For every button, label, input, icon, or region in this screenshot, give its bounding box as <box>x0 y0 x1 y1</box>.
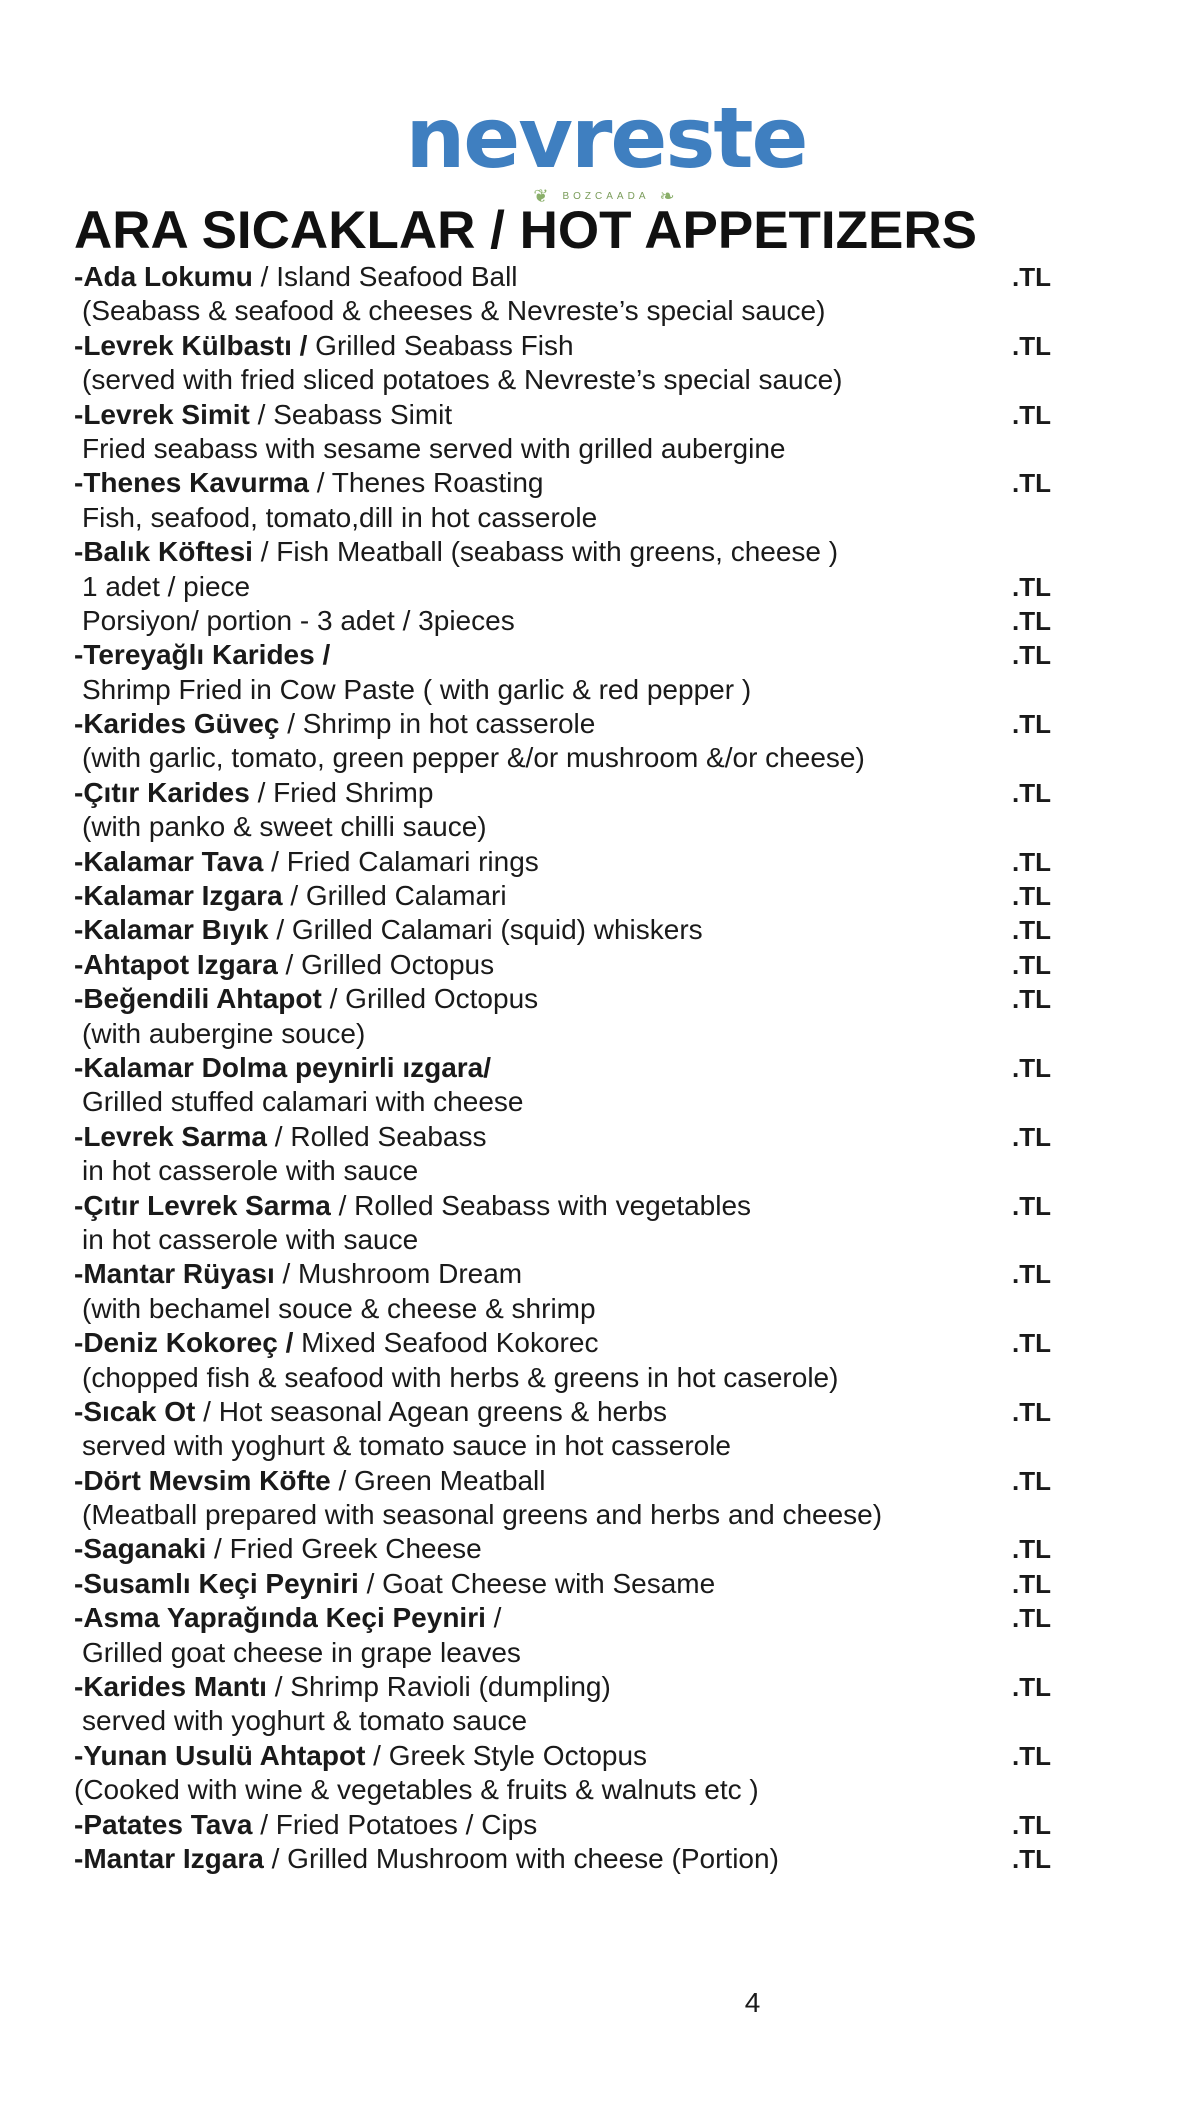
item-price: .TL <box>1012 262 1051 292</box>
menu-item-detail <box>0 501 1200 535</box>
item-name: -Kalamar Dolma peynirli ızgara/ <box>74 1051 492 1083</box>
menu-line-text <box>74 1326 598 1360</box>
menu-item-detail <box>0 673 1200 707</box>
menu-line-text <box>82 673 751 707</box>
item-translation: / Grilled Calamari <box>282 880 507 912</box>
item-description: Porsiyon/ portion - 3 adet / 3pieces <box>82 604 515 636</box>
menu-item-detail <box>0 1085 1200 1119</box>
menu-line-text <box>74 707 595 741</box>
item-name: -Beğendili Ahtapot <box>74 983 322 1015</box>
item-translation: / Shrimp in hot casserole <box>279 708 596 740</box>
restaurant-logo <box>0 89 1200 207</box>
menu-item-detail <box>0 1704 1200 1738</box>
item-description: Grilled goat cheese in grape leaves <box>82 1636 521 1668</box>
section-heading: ARA SICAKLAR / HOT APPETIZERS <box>74 201 977 260</box>
menu-item <box>0 776 1200 810</box>
menu-line-text <box>74 398 452 432</box>
item-name: -Deniz Kokoreç / <box>74 1327 294 1359</box>
item-translation: / Thenes Roasting <box>308 467 544 499</box>
item-description: in hot casserole with sauce <box>82 1223 419 1255</box>
menu-line-text <box>74 776 433 810</box>
item-description: Fish, seafood, tomato,dill in hot casserole <box>82 501 598 533</box>
menu-line-text <box>74 638 330 672</box>
item-name: -Levrek Sarma <box>74 1120 268 1152</box>
item-name: -Asma Yaprağında Keçi Peyniri <box>74 1602 486 1634</box>
item-name: -Thenes Kavurma <box>74 467 309 499</box>
menu-line-text <box>74 1464 545 1498</box>
item-name: -Mantar Rüyası <box>74 1258 275 1290</box>
item-description: (served with fried sliced potatoes & Nevreste’s special sauce) <box>82 364 843 396</box>
item-name: -Ada Lokumu <box>74 261 253 292</box>
item-translation: / Green Meatball <box>330 1464 546 1496</box>
item-name: -Kalamar Izgara <box>74 880 283 912</box>
item-description: (chopped fish & seafood with herbs & greens in hot caserole) <box>82 1361 839 1393</box>
menu-item-detail <box>0 432 1200 466</box>
item-price: .TL <box>1012 709 1051 740</box>
menu-line-text <box>74 1842 779 1876</box>
item-translation: / Goat Cheese with Sesame <box>358 1567 716 1599</box>
item-price: .TL <box>1012 399 1051 430</box>
menu-line-text <box>82 501 597 535</box>
item-name: -Balık Köftesi <box>74 536 253 568</box>
item-price: .TL <box>1012 1534 1051 1565</box>
item-translation: / Fish Meatball (seabass with greens, cheese ) <box>252 536 839 568</box>
menu-item-detail <box>0 1017 1200 1051</box>
menu-line-text <box>82 1361 838 1395</box>
vine-ornament-left-icon: ❦ <box>533 186 553 206</box>
item-price: .TL <box>1012 1259 1051 1290</box>
menu-line-text <box>74 1773 759 1807</box>
menu-item <box>0 1808 1200 1842</box>
menu-line-text <box>82 1429 731 1463</box>
menu-item <box>0 1326 1200 1360</box>
menu-item <box>0 1567 1200 1601</box>
menu-line-text <box>82 432 785 466</box>
menu-line-text <box>74 879 507 913</box>
menu-line-text <box>74 913 703 947</box>
item-price: .TL <box>1012 1052 1051 1083</box>
item-name: -Çıtır Karides <box>74 776 250 808</box>
item-translation: / Grilled Octopus <box>277 948 495 980</box>
item-description: Grilled stuffed calamari with cheese <box>82 1086 524 1118</box>
item-translation: / Grilled Octopus <box>321 983 539 1015</box>
item-name: -Çıtır Levrek Sarma <box>74 1189 331 1221</box>
menu-item-detail <box>0 810 1200 844</box>
item-price: .TL <box>1012 1843 1051 1874</box>
logo-tagline: BOZCAADA <box>562 191 650 202</box>
menu-line-text <box>82 1154 418 1188</box>
item-name: -Karides Güveç <box>74 708 280 740</box>
item-translation: / Fried Greek Cheese <box>206 1533 482 1565</box>
menu-item-detail <box>0 1154 1200 1188</box>
item-name: -Levrek Simit <box>74 398 250 430</box>
page-number: 4 <box>744 1987 761 2018</box>
item-name: -Sıcak Ot <box>74 1395 196 1427</box>
item-price: .TL <box>1012 949 1051 980</box>
menu-item <box>0 982 1200 1016</box>
item-translation: / Rolled Seabass with vegetables <box>330 1189 752 1221</box>
item-description: (with garlic, tomato, green pepper &/or mushroom &/or cheese) <box>82 742 865 774</box>
item-description: Shrimp Fried in Cow Paste ( with garlic & red pepper ) <box>82 673 752 705</box>
menu-item-detail <box>0 1361 1200 1395</box>
menu-line-text <box>82 570 250 604</box>
menu-line-text <box>82 604 515 638</box>
item-translation: / Grilled Mushroom with cheese (Portion) <box>263 1842 779 1874</box>
menu-list <box>0 260 1200 1876</box>
menu-line-text <box>82 363 843 397</box>
item-price: .TL <box>1012 1603 1051 1634</box>
item-translation: / Seabass Simit <box>249 398 453 430</box>
item-price: .TL <box>1012 468 1051 499</box>
item-name: -Dört Mevsim Köfte <box>74 1464 331 1496</box>
menu-item <box>0 1670 1200 1704</box>
menu-item <box>0 1601 1200 1635</box>
menu-line-text <box>82 1017 365 1051</box>
item-price: .TL <box>1012 984 1051 1015</box>
menu-line-text <box>74 329 574 363</box>
menu-line-text <box>74 1670 611 1704</box>
menu-item <box>0 1189 1200 1223</box>
menu-line-text <box>74 1395 667 1429</box>
item-price: .TL <box>1012 1465 1051 1496</box>
menu-item <box>0 913 1200 947</box>
item-description: 1 adet / piece <box>82 570 251 602</box>
item-name: -Kalamar Tava <box>74 845 264 877</box>
menu-item-detail <box>0 1773 1200 1807</box>
item-translation: / <box>485 1602 502 1634</box>
menu-item <box>0 1120 1200 1154</box>
item-description: (Cooked with wine & vegetables & fruits & walnuts etc ) <box>74 1774 759 1806</box>
menu-line-text <box>74 1189 751 1223</box>
menu-line-text <box>74 948 494 982</box>
menu-line-text <box>74 1601 501 1635</box>
menu-item-detail <box>0 1429 1200 1463</box>
item-description: (with panko & sweet chilli sauce) <box>82 811 487 843</box>
page-number-row <box>0 1987 1200 2019</box>
menu-line-text <box>82 1636 521 1670</box>
item-price: .TL <box>1012 1328 1051 1359</box>
item-description: Fried seabass with sesame served with grilled aubergine <box>82 432 786 464</box>
menu-item-detail <box>0 741 1200 775</box>
menu-item <box>0 398 1200 432</box>
menu-item-detail <box>0 363 1200 397</box>
menu-item <box>0 329 1200 363</box>
menu-item <box>0 948 1200 982</box>
item-price: .TL <box>1012 881 1051 912</box>
item-price: .TL <box>1012 915 1051 946</box>
menu-line-text <box>74 1257 522 1291</box>
menu-line-text <box>74 845 539 879</box>
menu-item <box>0 1532 1200 1566</box>
item-price: .TL <box>1012 1121 1051 1152</box>
item-translation: Grilled Seabass Fish <box>307 329 574 361</box>
menu-line-text <box>74 1567 715 1601</box>
item-price: .TL <box>1012 1809 1051 1840</box>
item-price: .TL <box>1012 1396 1051 1427</box>
menu-line-text <box>82 294 825 328</box>
item-price: .TL <box>1012 571 1051 602</box>
item-description: (Seabass & seafood & cheeses & Nevreste’s special sauce) <box>82 295 826 327</box>
menu-item <box>0 1257 1200 1291</box>
menu-item <box>0 879 1200 913</box>
item-price: .TL <box>1012 330 1051 361</box>
logo-wordmark: nevreste <box>405 89 807 187</box>
menu-line-text <box>74 260 518 294</box>
item-description: served with yoghurt & tomato sauce in hot casserole <box>82 1430 732 1462</box>
item-translation: / Rolled Seabass <box>267 1120 487 1152</box>
menu-line-text <box>82 1085 523 1119</box>
menu-line-text <box>74 1120 486 1154</box>
item-translation: / Island Seafood Ball <box>252 261 518 292</box>
menu-line-text <box>74 466 543 500</box>
item-price: .TL <box>1012 777 1051 808</box>
item-price: .TL <box>1012 640 1051 671</box>
menu-item <box>0 638 1200 672</box>
item-name: -Susamlı Keçi Peyniri <box>74 1567 359 1599</box>
item-price: .TL <box>1012 1568 1051 1599</box>
menu-item <box>0 1464 1200 1498</box>
item-translation: / Fried Calamari rings <box>263 845 539 877</box>
item-name: -Mantar Izgara <box>74 1842 264 1874</box>
item-price: .TL <box>1012 605 1051 636</box>
menu-item <box>0 466 1200 500</box>
item-name: -Yunan Usulü Ahtapot <box>74 1739 366 1771</box>
menu-line-text <box>74 1051 491 1085</box>
menu-line-text <box>74 1739 647 1773</box>
item-name: -Patates Tava <box>74 1808 253 1840</box>
menu-item-detail <box>0 1292 1200 1326</box>
item-price: .TL <box>1012 846 1051 877</box>
item-name: -Levrek Külbastı / <box>74 329 308 361</box>
menu-item-detail <box>0 1498 1200 1532</box>
menu-line-text <box>74 535 838 569</box>
item-price: .TL <box>1012 1672 1051 1703</box>
item-name: -Ahtapot Izgara <box>74 948 278 980</box>
menu-item-detail <box>0 1223 1200 1257</box>
menu-line-text <box>82 1704 527 1738</box>
item-description: (with bechamel souce & cheese & shrimp <box>82 1292 596 1324</box>
item-description: (with aubergine souce) <box>82 1017 366 1049</box>
menu-item-detail <box>0 294 1200 328</box>
menu-line-text <box>74 1532 482 1566</box>
menu-item <box>0 1842 1200 1876</box>
menu-item <box>0 707 1200 741</box>
item-description: in hot casserole with sauce <box>82 1155 419 1187</box>
item-translation: / Hot seasonal Agean greens & herbs <box>195 1395 668 1427</box>
item-name: -Kalamar Bıyık <box>74 914 269 946</box>
item-name: -Karides Mantı <box>74 1671 267 1703</box>
menu-line-text <box>82 810 487 844</box>
item-description: (Meatball prepared with seasonal greens and herbs and cheese) <box>82 1499 883 1531</box>
menu-line-text <box>82 1498 882 1532</box>
item-translation: / Fried Shrimp <box>249 776 434 808</box>
menu-item <box>0 1051 1200 1085</box>
item-translation: / Fried Potatoes / Cips <box>252 1808 538 1840</box>
menu-line-text <box>74 982 538 1016</box>
menu-item <box>0 1395 1200 1429</box>
item-description: served with yoghurt & tomato sauce <box>82 1705 528 1737</box>
item-name: -Saganaki <box>74 1533 207 1565</box>
item-translation: / Grilled Calamari (squid) whiskers <box>268 914 703 946</box>
menu-line-text <box>82 741 865 775</box>
menu-item-detail <box>0 1636 1200 1670</box>
menu-item-detail <box>0 570 1200 604</box>
item-translation: / Greek Style Octopus <box>365 1739 648 1771</box>
item-translation: / Shrimp Ravioli (dumpling) <box>266 1671 611 1703</box>
menu-item-detail <box>0 604 1200 638</box>
menu-line-text <box>82 1223 418 1257</box>
menu-line-text <box>82 1292 596 1326</box>
menu-item <box>0 1739 1200 1773</box>
item-price: .TL <box>1012 1740 1051 1771</box>
item-price: .TL <box>1012 1190 1051 1221</box>
item-name: -Tereyağlı Karides / <box>74 639 331 671</box>
menu-item <box>0 535 1200 569</box>
menu-line-text <box>74 1808 537 1842</box>
item-translation: / Mushroom Dream <box>274 1258 523 1290</box>
menu-item <box>0 845 1200 879</box>
item-translation: Mixed Seafood Kokorec <box>293 1327 599 1359</box>
vine-ornament-right-icon: ❧ <box>659 186 679 206</box>
menu-item <box>0 260 1200 294</box>
